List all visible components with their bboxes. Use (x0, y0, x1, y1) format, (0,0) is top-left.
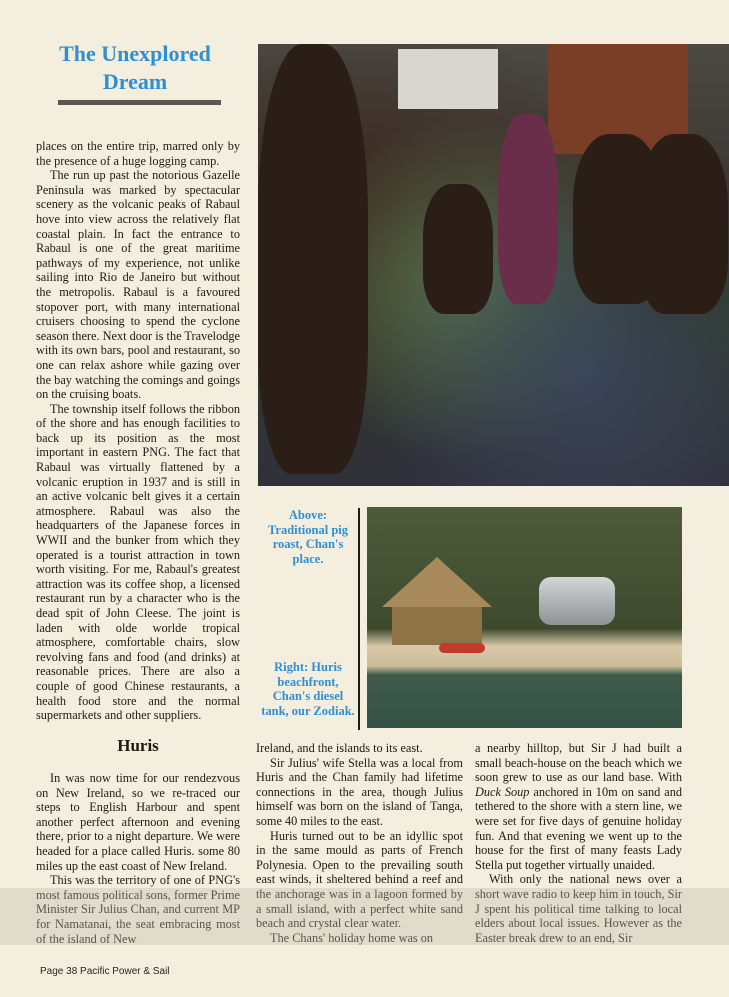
boat-name: Duck Soup (475, 784, 530, 799)
paragraph: The run up past the notorious Gazelle Peninsula was marked by spectacular scenery as the volcanic peaks of Rabaul hove into view across the relatively flat coastal plain. In fact the entrance to Rabaul is one of the great maritime pathways of my experience, not unlike sailing into Rio de Janeiro but without the metropolis. Rabaul is a favoured stopover port, with many international cruisers choosing to spend the cyclone season there. Next door is the Travelodge with its own bars, pool and restaurant, so one can relax ashore while gazing over the bay watching the comings and goings on the cruising boats. (36, 168, 240, 402)
article-title: The Unexplored Dream (59, 41, 211, 94)
section-heading: Huris (117, 736, 159, 755)
paragraph: The Chans' holiday home was on (270, 930, 434, 945)
title-rule (58, 100, 221, 105)
pig-roast-photo (258, 44, 729, 486)
scan-strip (0, 888, 729, 945)
caption-above: Above: Traditional pig roast, Chan's place. (268, 508, 348, 566)
paragraph: Sir Julius' wife Stella was a local from Huris and the Chan family had lifetime connections in the area, though Julius himself was born on the island of Tanga, some 40 miles to the east. (256, 755, 463, 828)
paragraph: Ireland, and the islands to its east. (256, 741, 423, 755)
paragraph: This was the territory of one of PNG's most famous political sons, former Prime Minister Sir Julius Chan, and current MP for Namatanai, the seat embracing most of the island of New (36, 873, 240, 946)
huris-beachfront-photo (367, 507, 682, 728)
column-1 (36, 139, 240, 723)
paragraph: places on the entire trip, marred only by the presence of a huge logging camp. (36, 139, 240, 168)
paragraph: a nearby hilltop, but Sir J had built a small beach-house on the beach which we soon grew to use as our land base. With Duck Soup anchored in 10m on sand and tethered to the shore with a stern line, we were set for five days of genuine holiday fun. And that evening we went up to the house for the first of many feasts Lady Stella put together virtually unaided. (475, 741, 682, 872)
page-footer: Page 38 Pacific Power & Sail (40, 966, 170, 977)
paragraph: Huris turned out to be an idyllic spot in the same mould as parts of French Polynesia. Open to the prevailing south east winds, it sheltered behind a reef and the anchorage was in a lagoon formed by a small island, with a perfect white sand beach and crystal clear water. (256, 828, 463, 931)
caption-divider (358, 508, 360, 730)
caption-right: Right: Huris beachfront, Chan's diesel tank, our Zodiak. (261, 660, 355, 718)
paragraph: With only the national news over a short wave radio to keep him in touch, Sir J spent his political time talking to local elders about local issues. However as the Easter break drew to an end, Sir (475, 872, 682, 945)
paragraph: The township itself follows the ribbon of the shore and has enough facilities to back up its position as the most important in eastern PNG. The fact that Rabaul was virtually flattened by a volcanic eruption in 1937 and is still in an active volcanic belt gives it a certain atmosphere. Rabaul was also the headquarters of the Japanese forces in WWII and the bunker from which they operated is a tourist attraction in town worth visiting. For me, Rabaul's greatest attraction was its coffee shop, a licensed restaurant run by a character who is the dead spit of John Cleese. The joint is laden with olde worlde tropical atmosphere, comfortable chairs, slow revolving fans and food (and drinks) at reasonable prices. There are also a couple of good Chinese restaurants, a health food store and the normal supermarkets and other suppliers. (36, 401, 240, 723)
paragraph: In was now time for our rendezvous on New Ireland, so we re-traced our steps to English Harbour and spent another perfect afternoon and evening there, prior to a night departure. We were headed for a place called Huris. some 80 miles up the east coast of New Ireland. (36, 771, 240, 873)
